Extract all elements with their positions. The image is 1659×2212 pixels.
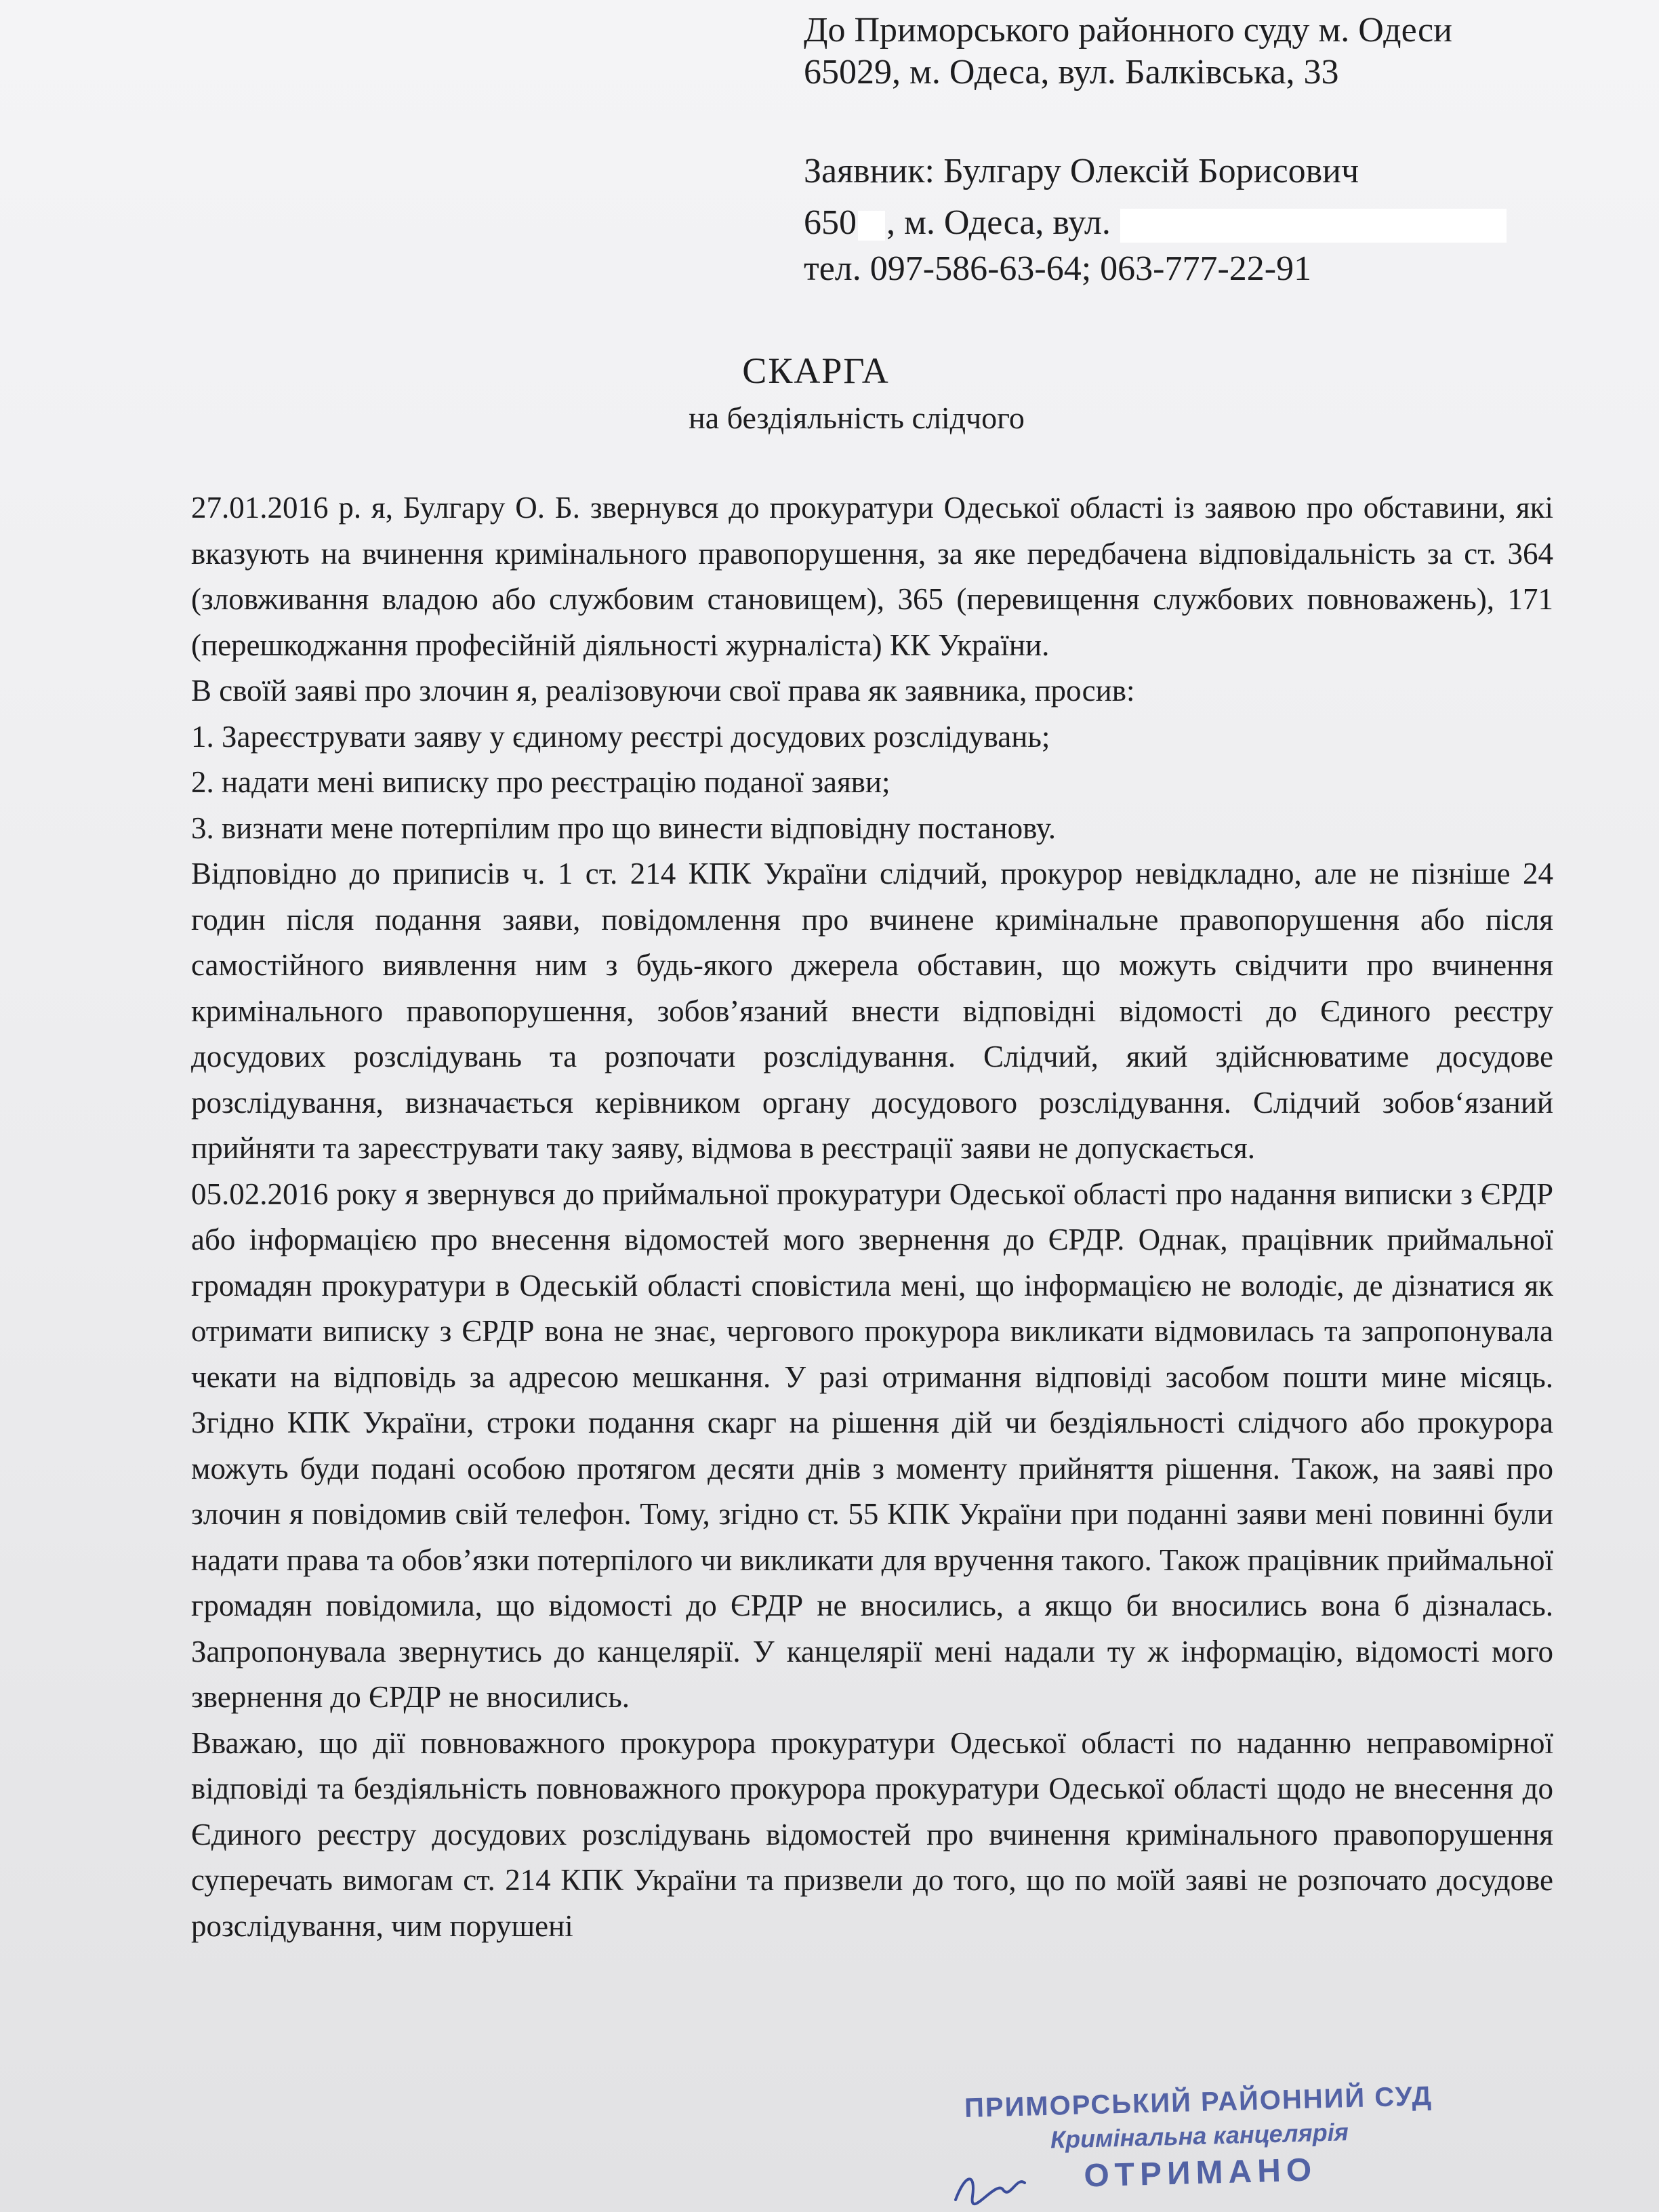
- document-body: [191, 485, 1553, 1949]
- document-title: СКАРГА: [742, 350, 890, 391]
- court-address: 65029, м. Одеса, вул. Балківська, 33: [804, 53, 1339, 91]
- applicant-phone: тел. 097-586-63-64; 063-777-22-91: [804, 249, 1312, 288]
- address-zip: 650: [804, 203, 857, 242]
- stamp-office: Кримінальна канцелярія: [1050, 2118, 1349, 2154]
- paragraph: 27.01.2016 р. я, Булгару О. Б. звернувся до прокуратури Одеської області із заявою про обставини, які вказують на вчинення кримінального правопорушення, за яке передбачена відповідальність за ст. 364 (зловживання владою або службовим становищем), 365 (перевищення службових повноважень), 171 (перешкоджання професійній діяльності журналіста) КК України.: [191, 491, 1553, 662]
- applicant-address: [804, 198, 1507, 248]
- document-subtitle: на бездіяльність слідчого: [689, 401, 1025, 435]
- redaction-box: [858, 211, 885, 241]
- stamp-court: ПРИМОРСЬКИЙ РАЙОННИЙ СУД: [964, 2081, 1433, 2124]
- paragraph: Вважаю, що дії повноважного прокурора прокуратури Одеської області по наданню неправомірної відповіді та бездіяльність повноважного прокурора прокуратури Одеської області щодо не внесення до Єдиного реєстру досудових розслідувань відомостей про вчинення кримінального правопорушення суперечать вимогам ст. 214 КПК України та призвели до того, що по моїй заяві не розпочато досудове розслідування, чим порушені: [191, 1725, 1553, 1943]
- court-name: До Приморського районного суду м. Одеси: [804, 11, 1452, 49]
- list-item: 3. визнати мене потерпілим про що винести відповідну постанову.: [191, 811, 1057, 845]
- signature-mark: [949, 2166, 1030, 2207]
- stamp-received: ОТРИМАНО: [1083, 2152, 1317, 2194]
- list-item: 2. надати мені виписку про реєстрацію поданої заяви;: [191, 765, 890, 799]
- applicant-name: Заявник: Булгару Олексій Борисович: [804, 152, 1359, 190]
- paragraph: В своїй заяві про злочин я, реалізовуючи свої права як заявника, просив:: [191, 674, 1135, 708]
- paragraph: Відповідно до приписів ч. 1 ст. 214 КПК України слідчий, прокурор невідкладно, але не пізніше 24 годин після подання заяви, повідомлення про вчинене кримінальне правопорушення або після самостійного виявлення ним з будь-якого джерела обставин, що можуть свідчити про вчинення кримінального правопорушення, зобов’язаний внести відповідні відомості до Єдиного реєстру досудових розслідувань та розпочати розслідування. Слідчий, який здійснюватиме досудове розслідування, визначається керівником органу досудового розслідування. Слідчий зобов‘язаний прийняти та зареєструвати таку заяву, відмова в реєстрації заяви не допускається.: [191, 857, 1553, 1165]
- paragraph: 05.02.2016 року я звернувся до приймальної прокуратури Одеської області про надання виписки з ЄРДР або інформацією про внесення відомостей мого звернення до ЄРДР. Однак, працівник приймальної громадян прокуратури в Одеській області сповістила мені, що інформацією не володіє, де дізнатися як отримати виписку з ЄРДР вона не знає, чергового прокурора викликати відмовилась та запропонувала чекати на відповідь за адресою мешкання. У разі отримання відповіді засобом пошти мине місяць. Згідно КПК України, строки подання скарг на рішення дій чи бездіяльності слідчого або прокурора можуть буди подані особою протягом десяти днів з моменту прийняття рішення. Також, на заяві про злочин я повідомив свій телефон. Тому, згідно ст. 55 КПК України при поданні заяви мені повинні були надати права та обов’язки потерпілого чи викликати для вручення такого. Також працівник приймальної громадян повідомила, що відомості до ЄРДР не вносились, а якщо би вносились вона б дізналась. Запропонувала звернутись до канцелярії. У канцелярії мені надали ту ж інформацію, відомості мого звернення до ЄРДР не вносились.: [191, 1176, 1553, 1714]
- address-city: , м. Одеса, вул.: [886, 203, 1111, 242]
- redaction-box: [1120, 209, 1507, 243]
- list-item: 1. Зареєструвати заяву у єдиному реєстрі досудових розслідувань;: [191, 719, 1050, 754]
